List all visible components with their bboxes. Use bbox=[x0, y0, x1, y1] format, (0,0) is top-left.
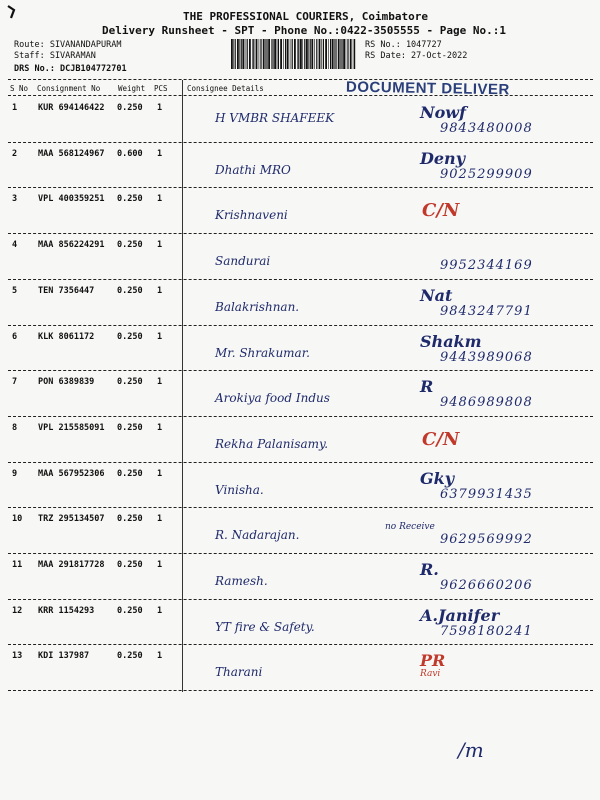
weight: 0.250 bbox=[117, 331, 143, 342]
recipient-phone: 9843247791 bbox=[440, 303, 533, 319]
table-row bbox=[0, 600, 600, 646]
pieces: 1 bbox=[157, 514, 163, 525]
table-row bbox=[0, 97, 600, 143]
recipient-signature: R bbox=[420, 377, 434, 397]
consignee-name: R. Nadarajan. bbox=[215, 528, 300, 543]
footer-initial: /m bbox=[458, 738, 484, 762]
recipient-signature: R. bbox=[420, 560, 439, 579]
row-sno: 3 bbox=[12, 194, 18, 205]
recipient-phone: 9025299909 bbox=[440, 166, 533, 182]
consignee-name: Ramesh. bbox=[215, 574, 268, 588]
company-title: THE PROFESSIONAL COURIERS, Coimbatore bbox=[183, 10, 429, 23]
recipient-phone: 9626660206 bbox=[440, 578, 533, 593]
table-row bbox=[0, 645, 600, 691]
pieces: 1 bbox=[157, 377, 163, 388]
table-row bbox=[0, 417, 600, 463]
consignment-number: MAA 291817728 bbox=[38, 560, 105, 570]
header-consignee-details: Consignee Details bbox=[187, 84, 264, 93]
row-sno: 8 bbox=[12, 422, 18, 433]
status-note: C/N bbox=[422, 428, 460, 450]
consignment-number: TEN 7356447 bbox=[38, 285, 95, 296]
weight: 0.250 bbox=[117, 103, 143, 113]
consignment-number: PON 6389839 bbox=[38, 377, 95, 388]
staff-label: Staff: SIVARAMAN bbox=[14, 51, 96, 61]
pieces: 1 bbox=[157, 651, 163, 662]
row-sno: 5 bbox=[12, 285, 18, 296]
table-row bbox=[0, 234, 600, 280]
recipient-signature: Shakm bbox=[420, 331, 482, 351]
row-sno: 12 bbox=[12, 605, 23, 616]
weight: 0.250 bbox=[117, 422, 143, 433]
consignment-number: MAA 568124967 bbox=[38, 148, 105, 159]
consignee-name: Tharani bbox=[215, 665, 263, 680]
header-weight: Weight bbox=[118, 84, 146, 93]
weight: 0.250 bbox=[117, 468, 143, 479]
pieces: 1 bbox=[157, 422, 163, 433]
consignment-number: VPL 215585091 bbox=[38, 422, 105, 433]
consignee-name: Rekha Palanisamy. bbox=[215, 436, 329, 451]
table-row bbox=[0, 280, 600, 326]
pieces: 1 bbox=[157, 194, 163, 205]
table-row bbox=[0, 371, 600, 417]
row-sno: 10 bbox=[12, 514, 23, 525]
delivery-stamp: DOCUMENT DELIVER bbox=[345, 78, 510, 99]
header-consignment: Consignment No bbox=[37, 84, 101, 93]
table-row bbox=[0, 143, 600, 189]
recipient-phone: 9486989808 bbox=[440, 395, 533, 411]
rs-number: RS No.: 1047727 bbox=[365, 40, 442, 50]
consignment-number: MAA 567952306 bbox=[38, 468, 105, 479]
header-sno: S No bbox=[10, 84, 29, 93]
pieces: 1 bbox=[157, 468, 163, 479]
table-row bbox=[0, 188, 600, 234]
pieces: 1 bbox=[157, 331, 163, 342]
pieces: 1 bbox=[157, 560, 163, 570]
consignment-number: KLK 8061172 bbox=[38, 331, 95, 342]
table-row bbox=[0, 463, 600, 509]
row-divider bbox=[8, 690, 593, 691]
consignee-name: Balakrishnan. bbox=[215, 299, 300, 314]
header-pcs: PCS bbox=[154, 84, 168, 93]
consignee-name: Mr. Shrakumar. bbox=[215, 345, 310, 360]
recipient-signature: Deny bbox=[420, 148, 465, 168]
corner-ink-mark bbox=[6, 4, 18, 20]
remark: no Receive bbox=[385, 522, 435, 533]
status-note: C/N bbox=[422, 200, 460, 222]
table-row bbox=[0, 554, 600, 600]
consignee-name: Vinisha. bbox=[215, 482, 264, 497]
pieces: 1 bbox=[157, 285, 163, 296]
consignment-number: KUR 694146422 bbox=[38, 103, 105, 113]
recipient-phone: 6379931435 bbox=[440, 486, 533, 502]
consignment-number: MAA 856224291 bbox=[38, 240, 105, 251]
row-sno: 6 bbox=[12, 331, 18, 342]
pieces: 1 bbox=[157, 240, 163, 251]
drs-number: DRS No.: DCJB104772701 bbox=[14, 64, 127, 74]
consignment-number: KRR 1154293 bbox=[38, 605, 95, 616]
weight: 0.250 bbox=[117, 240, 143, 251]
runsheet-title: Delivery Runsheet - SPT - Phone No.:0422-3505555 - Page No.:1 bbox=[102, 24, 506, 37]
pieces: 1 bbox=[157, 148, 163, 159]
rs-date: RS Date: 27-Oct-2022 bbox=[365, 51, 468, 61]
recipient-phone: 9629569992 bbox=[440, 532, 533, 548]
consignee-name: Sandurai bbox=[215, 254, 271, 269]
row-sno: 13 bbox=[12, 651, 23, 662]
barcode bbox=[231, 39, 356, 69]
recipient-signature: PR bbox=[420, 651, 446, 671]
weight: 0.250 bbox=[117, 194, 143, 205]
row-sno: 1 bbox=[12, 103, 18, 113]
row-sno: 9 bbox=[12, 468, 18, 479]
recipient-phone: 9443989068 bbox=[440, 349, 533, 365]
recipient-phone: 9843480008 bbox=[440, 121, 533, 136]
recipient-signature: Nat bbox=[420, 285, 453, 305]
consignee-name: Arokiya food Indus bbox=[215, 391, 330, 406]
table-top-rule bbox=[8, 79, 593, 80]
consignment-number: VPL 400359251 bbox=[38, 194, 105, 205]
row-sno: 11 bbox=[12, 560, 23, 570]
consignee-name: Krishnaveni bbox=[215, 208, 288, 223]
recipient-signature: Gky bbox=[420, 468, 455, 488]
weight: 0.250 bbox=[117, 651, 143, 662]
recipient-phone: 7598180241 bbox=[440, 623, 533, 639]
recipient-signature: Nowf bbox=[420, 103, 466, 122]
pieces: 1 bbox=[157, 103, 163, 113]
pieces: 1 bbox=[157, 605, 163, 616]
weight: 0.250 bbox=[117, 605, 143, 616]
consignee-name: H VMBR SHAFEEK bbox=[215, 111, 335, 125]
row-sno: 2 bbox=[12, 148, 18, 159]
weight: 0.250 bbox=[117, 560, 143, 570]
weight: 0.250 bbox=[117, 377, 143, 388]
route-label: Route: SIVANANDAPURAM bbox=[14, 40, 122, 50]
consignee-name: Dhathi MRO bbox=[215, 162, 291, 177]
row-sno: 7 bbox=[12, 377, 18, 388]
recipient-signature: A.Janifer bbox=[420, 605, 500, 625]
weight: 0.600 bbox=[117, 148, 143, 159]
consignment-number: TRZ 295134507 bbox=[38, 514, 105, 525]
consignment-number: KDI 137987 bbox=[38, 651, 90, 662]
weight: 0.250 bbox=[117, 285, 143, 296]
weight: 0.250 bbox=[117, 514, 143, 525]
consignee-name: YT fire & Safety. bbox=[215, 619, 315, 634]
row-sno: 4 bbox=[12, 240, 18, 251]
table-row bbox=[0, 326, 600, 372]
recipient-phone: 9952344169 bbox=[440, 258, 533, 274]
remark: Ravi bbox=[420, 669, 441, 680]
table-row bbox=[0, 508, 600, 554]
